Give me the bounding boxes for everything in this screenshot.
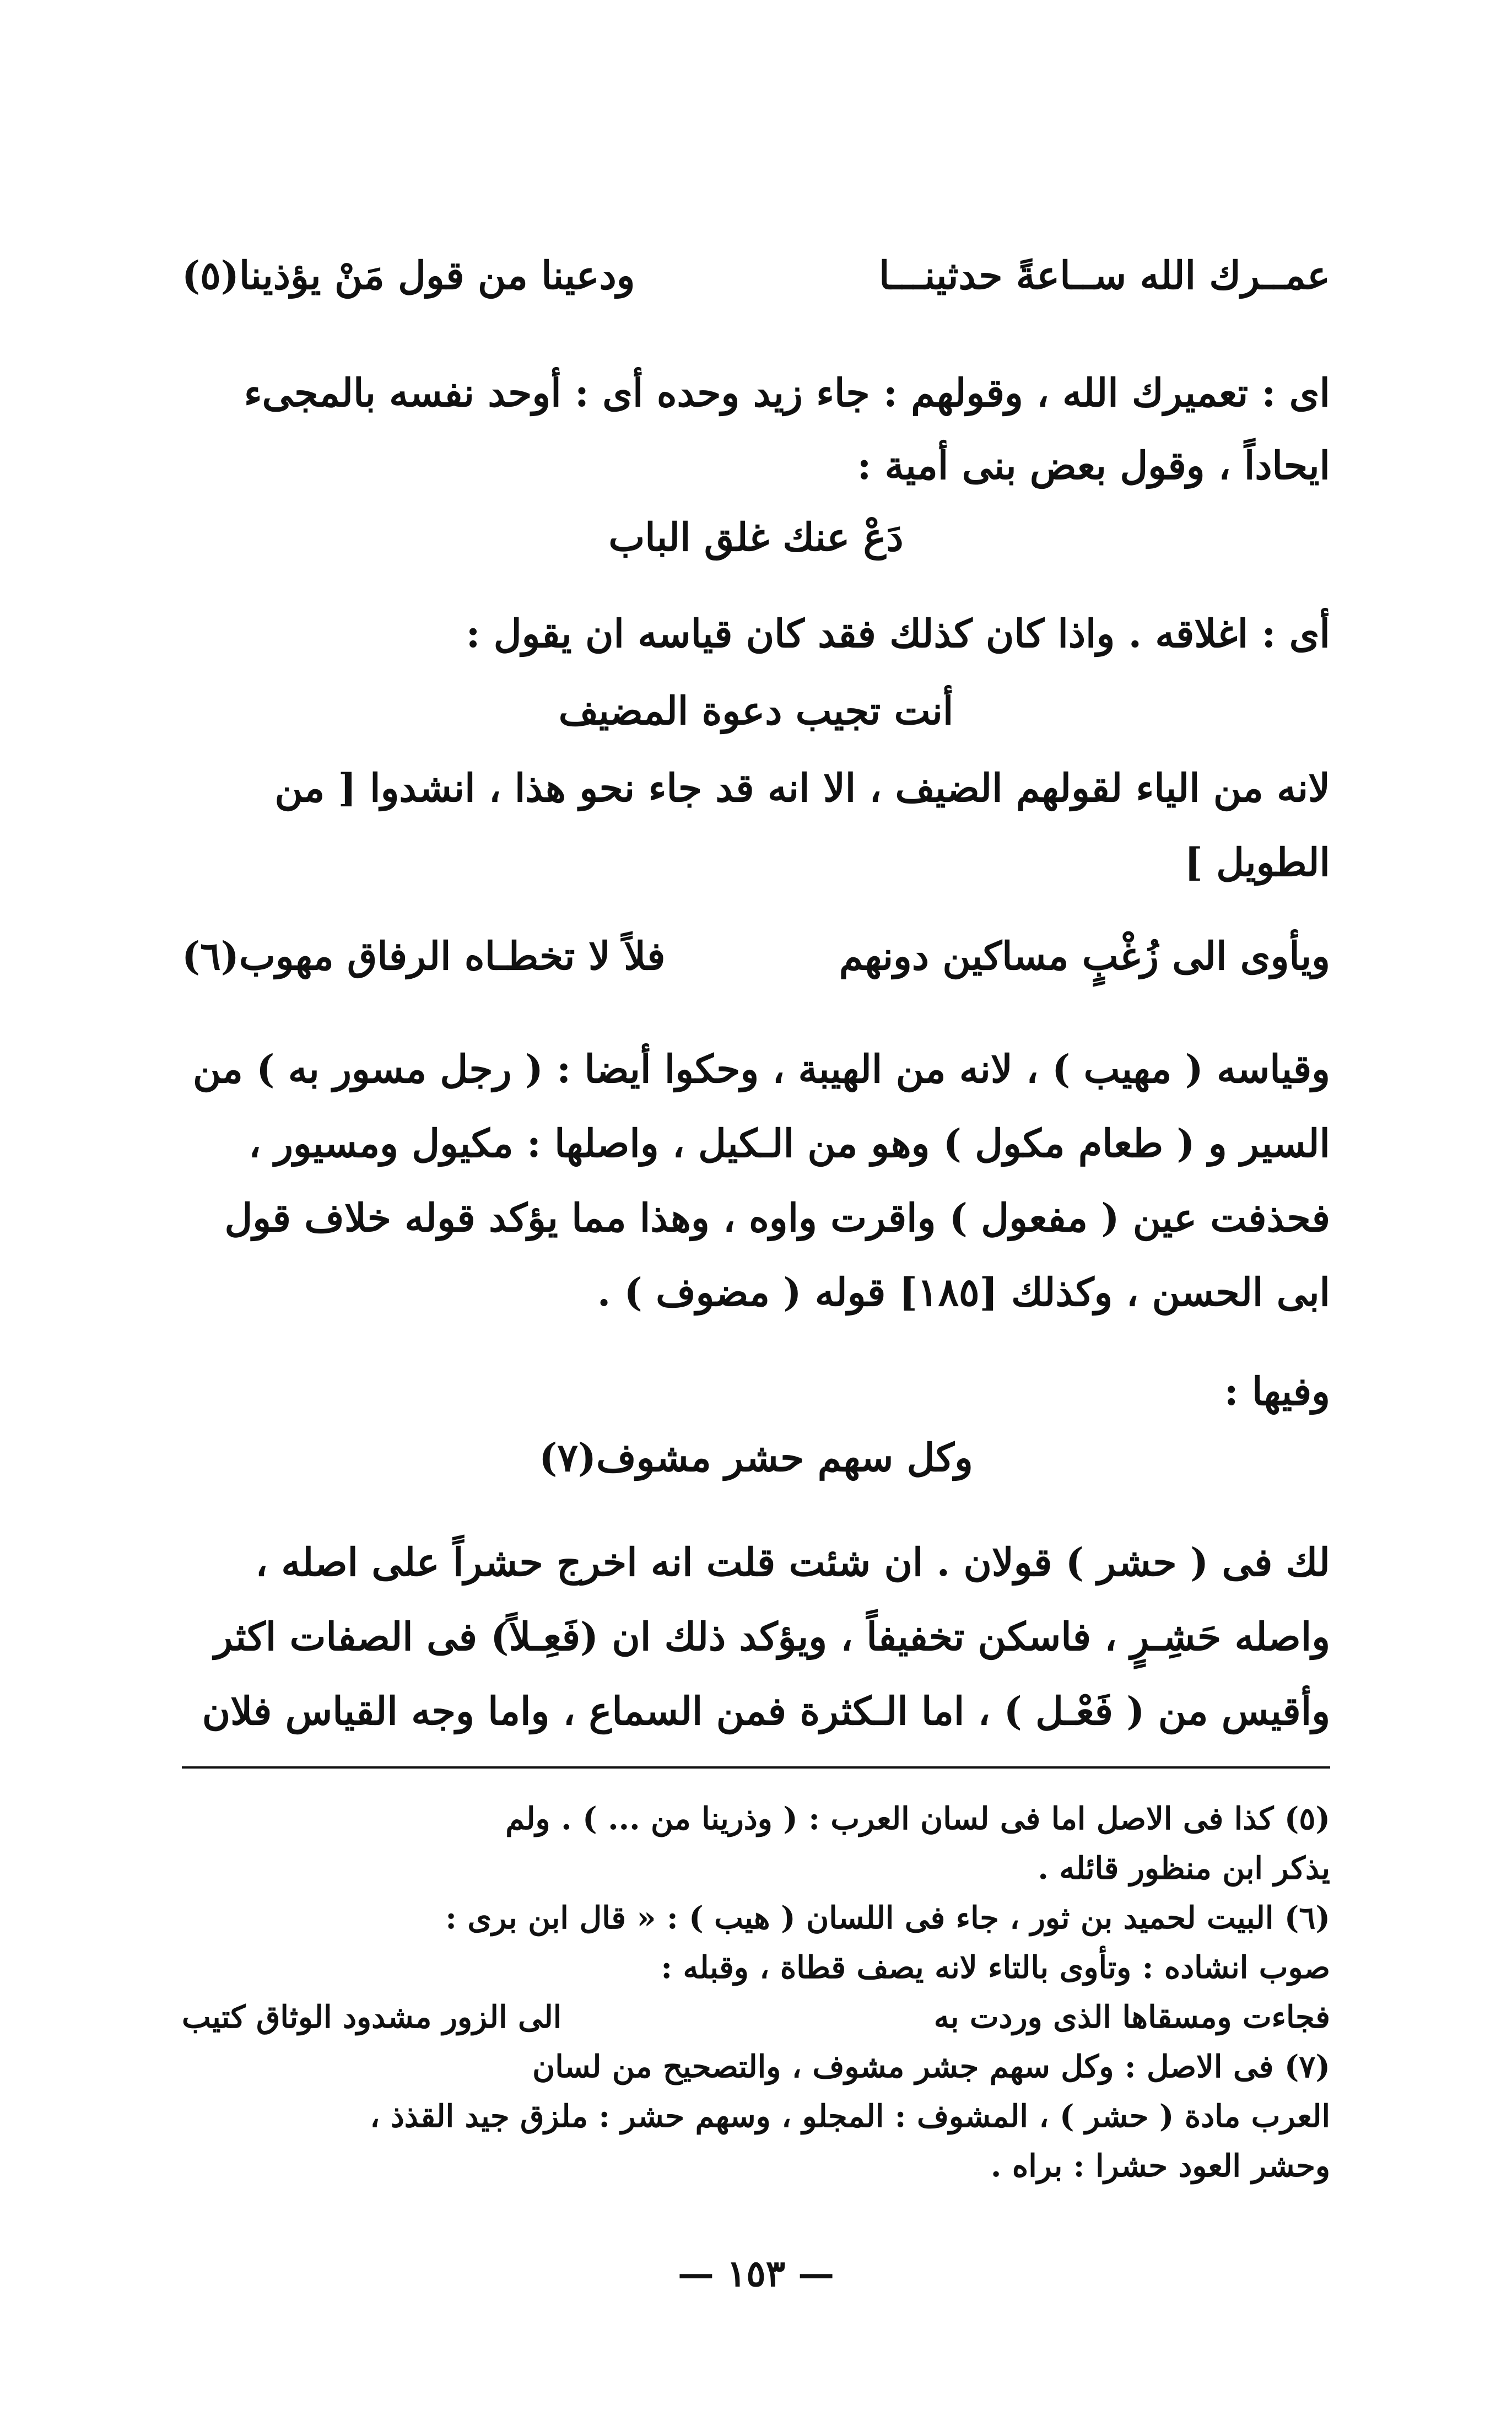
verse-2-hemistich-2: فلاً لا تخطـاه الرفاق مهوب(٦) [182,933,666,979]
footnote-7-line-1: (٧) فى الاصل : وكل سهم جشر مشوف ، والتصحيح من لسان [532,2049,1330,2085]
page-number: — ١٥٣ — [677,2252,835,2295]
quote-2: أنت تجيب دعوة المضيف [558,688,954,734]
paragraph-4-line-3: فحذفت عين ( مفعول ) واقرت واوه ، وهذا مما يؤكد قوله خلاف قول [224,1195,1330,1241]
footnote-6-line-2: صوب انشاده : وتأوى بالتاء لانه يصف قطاة ، وقبله : [661,1949,1330,1986]
verse-1-hemistich-2: ودعينا من قول مَنْ يؤذينا(٥) [182,252,635,298]
footnote-6-verse-hemistich-2: الى الزور مشدود الوثاق كتيب [182,1999,562,2035]
quote-1: دَعْ عنك غلق الباب [608,514,904,560]
paragraph-4-line-4: ابى الحسن ، وكذلك [١٨٥] قوله ( مضوف ) . [597,1269,1330,1315]
footnote-divider [182,1766,1330,1769]
paragraph-2-line-1: أى : اغلاقه . واذا كان كذلك فقد كان قياسه ان يقول : [466,611,1330,656]
paragraph-6-line-1: لك فى ( حشر ) قولان . ان شئت قلت انه اخرج حشراً على اصله ، [255,1539,1330,1585]
paragraph-3-line-2: الطويل ] [1184,839,1330,885]
paragraph-5-line-1: وفيها : [1224,1368,1330,1414]
footnote-6-line-1: (٦) البيت لحميد بن ثور ، جاء فى اللسان ( هيب ) : « قال ابن برى : [445,1900,1330,1936]
paragraph-4-line-2: السير و ( طعام مكول ) وهو من الـكيل ، واصلها : مكيول ومسيور ، [249,1120,1330,1166]
footnote-5-line-1: (٥) كذا فى الاصل اما فى لسان العرب : ( وذرينا من ... ) . ولم [505,1801,1330,1837]
verse-2-hemistich-1: ويأوى الى زُغْبٍ مساكين دونهم [839,933,1330,979]
paragraph-4-line-1: وقياسه ( مهيب ) ، لانه من الهيبة ، وحكوا أيضا : ( رجل مسور به ) من [193,1046,1330,1092]
paragraph-6-line-2: واصله حَشِـرٍ ، فاسكن تخفيفاً ، ويؤكد ذلك ان (فَعِـلاً) فى الصفات اكثر [214,1614,1330,1659]
paragraph-3-line-1: لانه من الياء لقولهم الضيف ، الا انه قد جاء نحو هذا ، انشدوا [ من [274,765,1330,811]
verse-3: وكل سهم حشر مشوف(٧) [539,1435,973,1480]
paragraph-1-line-2: ايحاداً ، وقول بعض بنى أمية : [857,443,1330,488]
paragraph-1-line-1: اى : تعميرك الله ، وقولهم : جاء زيد وحده أى : أوحد نفسه بالمجىء [244,370,1330,416]
paragraph-6-line-3: وأقيس من ( فَعْـل ) ، اما الـكثرة فمن السماع ، واما وجه القياس فلان [202,1688,1330,1734]
footnote-7-line-3: وحشر العود حشرا : براه . [990,2148,1330,2184]
verse-1-hemistich-1: عمــرك الله ســاعةً حدثينـــا [878,252,1330,298]
footnote-6-verse-hemistich-1: فجاءت ومسقاها الذى وردت به [933,1999,1330,2035]
footnote-7-line-2: العرب مادة ( حشر ) ، المشوف : المجلو ، وسهم حشر : ملزق جيد القذذ ، [370,2098,1330,2134]
footnote-5-line-2: يذكر ابن منظور قائله . [1038,1850,1330,1886]
